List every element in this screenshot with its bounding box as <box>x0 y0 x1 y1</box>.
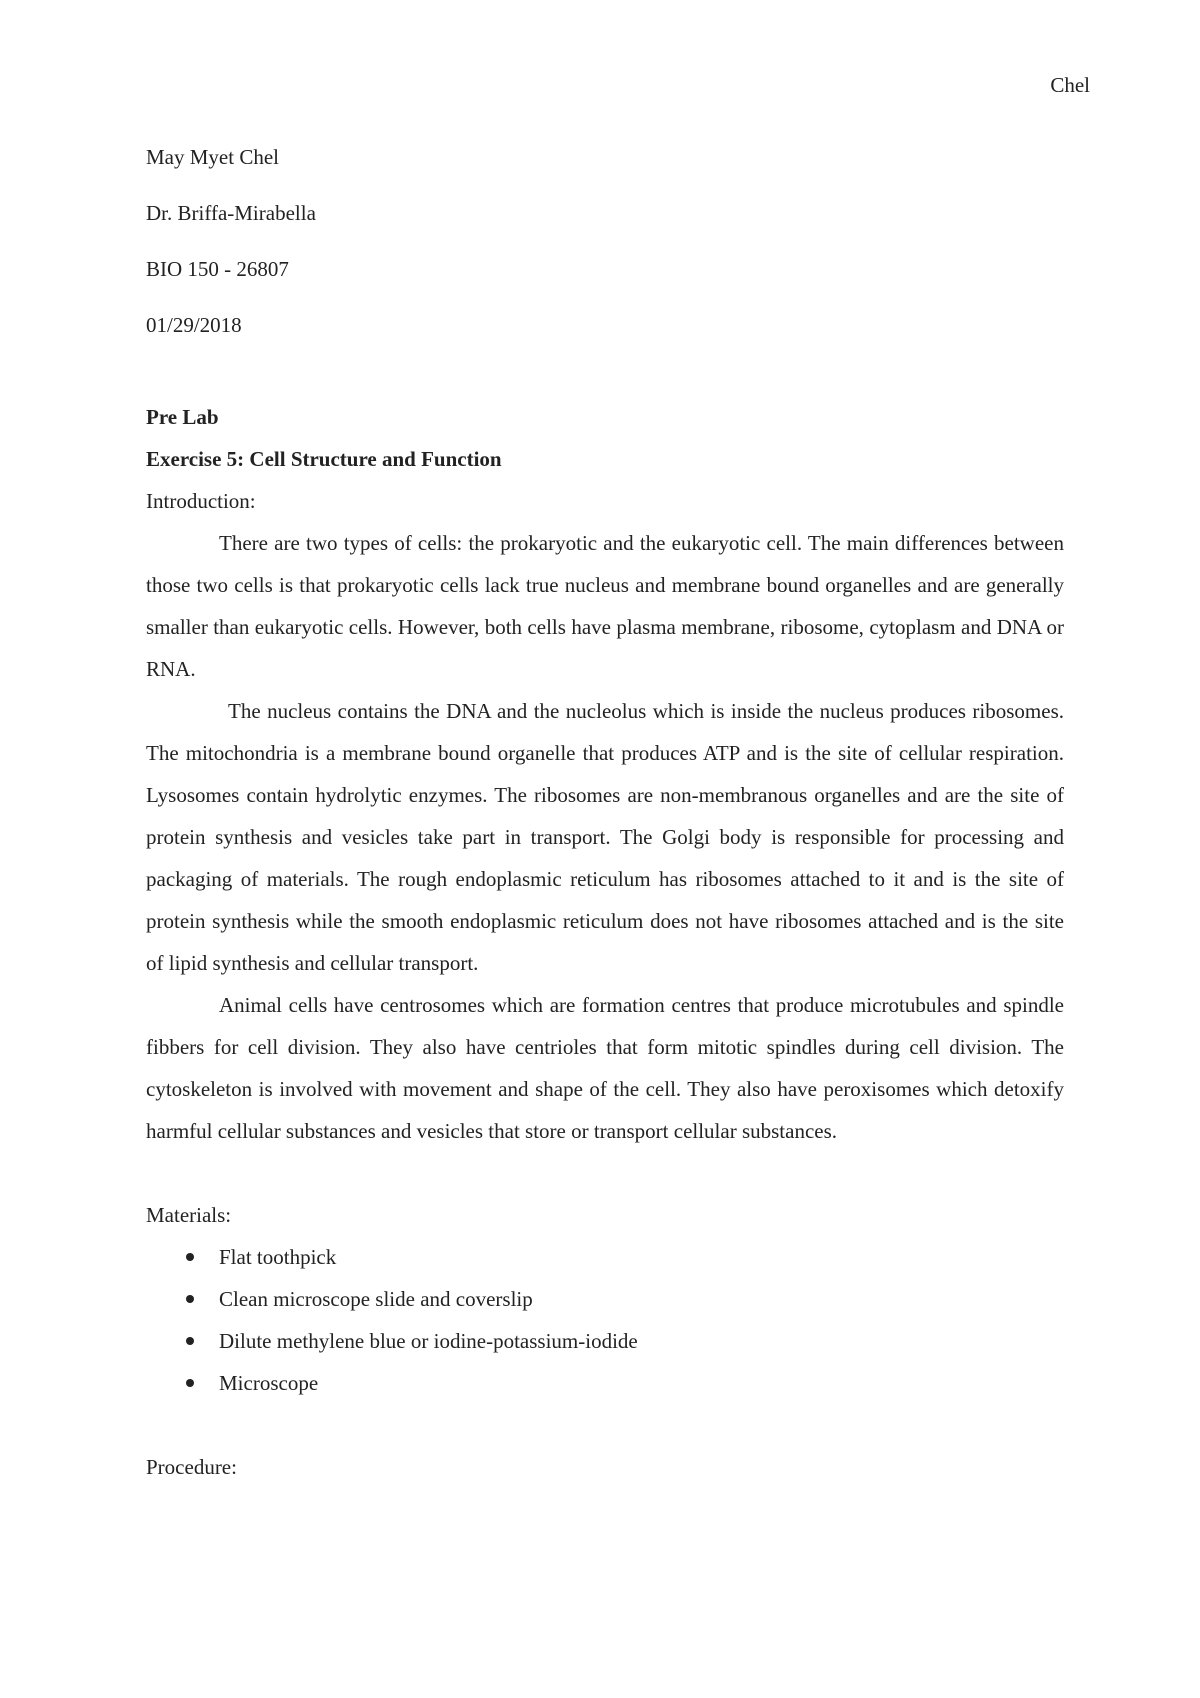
course-code: BIO 150 - 26807 <box>146 257 289 281</box>
submission-date: 01/29/2018 <box>146 313 242 337</box>
bullet-icon <box>186 1295 194 1303</box>
introduction-label: Introduction: <box>146 489 256 513</box>
materials-label: Materials: <box>146 1203 232 1227</box>
spacer <box>146 1152 1064 1194</box>
intro-paragraph: Animal cells have centrosomes which are formation centres that produce microtubules and spindle fibbers for cell division. They also have centrioles that form mitotic spindles during cell division. The cytoskeleton is involved with movement and shape of the cell. They also have peroxisomes which detoxify harmful cellular substances and vesicles that store or transport cellular substances. <box>146 993 1064 1143</box>
instructor-name: Dr. Briffa-Mirabella <box>146 201 316 225</box>
list-item <box>146 1320 1064 1362</box>
document-body <box>146 143 1064 1488</box>
student-name: May Myet Chel <box>146 145 279 169</box>
bullet-icon <box>186 1337 194 1345</box>
list-item-text: Dilute methylene blue or iodine-potassium-iodide <box>219 1329 638 1353</box>
student-info-block <box>146 143 1064 339</box>
procedure-label: Procedure: <box>146 1455 237 1479</box>
bullet-icon <box>186 1253 194 1261</box>
list-item-text: Flat toothpick <box>219 1245 337 1269</box>
intro-paragraph: The nucleus contains the DNA and the nucleolus which is inside the nucleus produces ribosomes. The mitochondria is a membrane bound organelle that produces ATP and is the site of cellular respiration. Lysosomes contain hydrolytic enzymes. The ribosomes are non-membranous organelles and are the site of protein synthesis and vesicles take part in transport. The Golgi body is responsible for processing and packaging of materials. The rough endoplasmic reticulum has ribosomes attached to it and is the site of protein synthesis while the smooth endoplasmic reticulum does not have ribosomes attached and is the site of lipid synthesis and cellular transport. <box>146 699 1064 975</box>
list-item <box>146 1278 1064 1320</box>
list-item-text: Clean microscope slide and coverslip <box>219 1287 533 1311</box>
prelab-title: Pre Lab <box>146 405 219 429</box>
intro-paragraph: There are two types of cells: the prokaryotic and the eukaryotic cell. The main differences between those two cells is that prokaryotic cells lack true nucleus and membrane bound organelles and are generally smaller than eukaryotic cells. However, both cells have plasma membrane, ribosome, cytoplasm and DNA or RNA. <box>146 531 1064 681</box>
list-item <box>146 1236 1064 1278</box>
list-item <box>146 1362 1064 1404</box>
materials-list <box>146 1236 1064 1404</box>
bullet-icon <box>186 1379 194 1387</box>
exercise-title: Exercise 5: Cell Structure and Function <box>146 447 502 471</box>
spacer <box>146 1404 1064 1446</box>
running-header: Chel <box>1050 73 1090 97</box>
list-item-text: Microscope <box>219 1371 319 1395</box>
